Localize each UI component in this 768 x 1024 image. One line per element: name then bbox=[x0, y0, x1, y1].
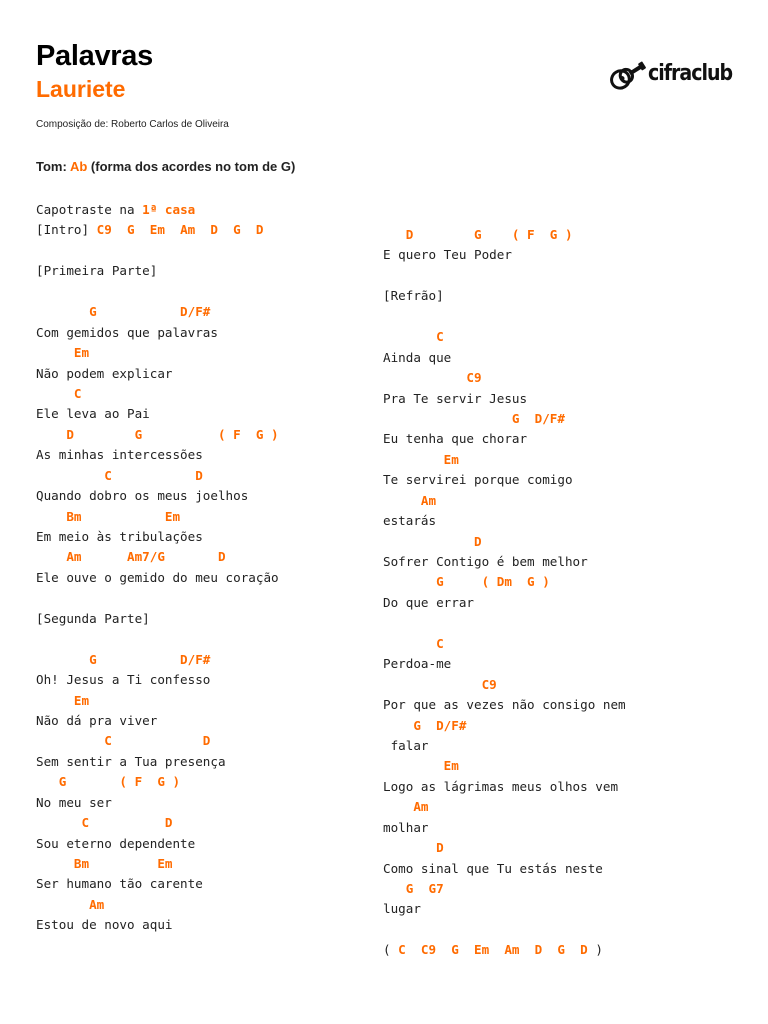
artist-link[interactable]: Lauriete bbox=[36, 76, 126, 102]
chord-line: Am bbox=[383, 492, 437, 508]
lyric-line: Sem sentir a Tua presença bbox=[36, 753, 226, 769]
lyric-line: Oh! Jesus a Ti confesso bbox=[36, 672, 211, 688]
lyric-line bbox=[36, 282, 279, 302]
lyric-line bbox=[36, 588, 279, 608]
tom-line bbox=[36, 159, 295, 174]
lyric-line: Sofrer Contigo é bem melhor bbox=[383, 554, 588, 569]
chord-line: C9 bbox=[383, 370, 482, 386]
lyric-line: Não podem explicar bbox=[36, 365, 173, 381]
chord-line: D bbox=[383, 533, 482, 549]
tom-key[interactable]: Ab bbox=[69, 159, 88, 174]
mixed-line bbox=[36, 200, 279, 220]
song-title: Palavras bbox=[36, 40, 153, 72]
chord-line: C bbox=[383, 329, 444, 345]
chord-line: C9 bbox=[383, 676, 497, 692]
lyric-line: Ser humano tão carente bbox=[36, 876, 203, 892]
mixed-line bbox=[383, 940, 626, 960]
lyric-line: Ele leva ao Pai bbox=[36, 406, 150, 422]
chord-line: G ( Dm G ) bbox=[383, 574, 550, 590]
tom-note: (forma dos acordes no tom de G) bbox=[90, 159, 296, 174]
lyric-line bbox=[36, 241, 279, 261]
chord-line: G D/F# bbox=[36, 304, 211, 320]
chord-line: D G ( F G ) bbox=[383, 227, 573, 242]
lyric-line: Pra Te servir Jesus bbox=[383, 390, 528, 406]
lyric-line bbox=[383, 613, 626, 633]
lyric-line: Eu tenha que chorar bbox=[383, 431, 528, 447]
chord-line: C D bbox=[36, 815, 173, 831]
chord-line: C D bbox=[36, 467, 203, 483]
chord-line: C bbox=[383, 635, 444, 651]
lyric-text: ( bbox=[383, 942, 399, 958]
lyric-line: lugar bbox=[383, 901, 421, 917]
chord-line: Am bbox=[36, 896, 105, 912]
lyric-line: Ainda que bbox=[383, 349, 452, 365]
lyric-line: Não dá pra viver bbox=[36, 712, 158, 728]
lyric-line bbox=[36, 629, 279, 649]
lyric-line: Como sinal que Tu estás neste bbox=[383, 860, 603, 876]
lyric-line: Perdoa-me bbox=[383, 656, 452, 672]
lyric-line bbox=[383, 920, 626, 940]
lyric-line: Estou de novo aqui bbox=[36, 917, 173, 933]
lyric-text: ) bbox=[587, 942, 603, 958]
chord-line: G G7 bbox=[383, 881, 444, 896]
chord-line: Em bbox=[383, 451, 459, 467]
chord-text[interactable]: C9 G Em Am D G D bbox=[96, 222, 264, 238]
lyric-line: [Refrão] bbox=[383, 288, 444, 304]
tom-label: Tom: bbox=[36, 159, 67, 174]
lyric-line: molhar bbox=[383, 819, 429, 835]
lyric-line: [Primeira Parte] bbox=[36, 263, 158, 279]
chord-line: D bbox=[383, 840, 444, 856]
lyric-text: [Intro] bbox=[36, 222, 97, 238]
lyric-line: Quando dobro os meus joelhos bbox=[36, 488, 249, 504]
lyric-line: estarás bbox=[383, 513, 437, 529]
chord-line: Bm Em bbox=[36, 508, 181, 524]
lyric-line bbox=[383, 266, 626, 286]
chord-line: Em bbox=[383, 758, 459, 774]
lyric-line: Ele ouve o gemido do meu coração bbox=[36, 569, 279, 585]
chord-line: D G ( F G ) bbox=[36, 426, 279, 442]
chord-line: C D bbox=[36, 733, 211, 749]
lyric-line: E quero Teu Poder bbox=[383, 247, 512, 263]
lyric-line: Do que errar bbox=[383, 594, 474, 610]
chord-line: Bm Em bbox=[36, 856, 173, 871]
chord-line: G D/F# bbox=[383, 717, 467, 733]
mixed-line bbox=[36, 220, 279, 240]
lyric-line: [Segunda Parte] bbox=[36, 610, 150, 626]
lyric-line: Te servirei porque comigo bbox=[383, 472, 573, 488]
guitar-icon bbox=[607, 56, 647, 90]
chord-line: G ( F G ) bbox=[36, 774, 181, 790]
chord-text[interactable]: 1ª casa bbox=[142, 202, 196, 217]
lyric-line bbox=[383, 307, 626, 327]
chord-line: Em bbox=[36, 692, 90, 708]
lyric-line: Com gemidos que palavras bbox=[36, 324, 218, 340]
chord-line: Am bbox=[383, 799, 429, 815]
chord-text[interactable]: C C9 G Em Am D G D bbox=[398, 942, 588, 958]
lyric-line: falar bbox=[383, 737, 429, 753]
chord-line: G D/F# bbox=[36, 651, 211, 667]
composer-credit: Composição de: Roberto Carlos de Oliveira bbox=[36, 119, 229, 130]
chord-line: G D/F# bbox=[383, 410, 565, 426]
lyric-line: As minhas intercessões bbox=[36, 447, 203, 463]
right-column bbox=[383, 225, 626, 961]
lyric-text: Capotraste na bbox=[36, 202, 143, 217]
cifraclub-logo[interactable] bbox=[607, 56, 732, 90]
lyric-line: Sou eterno dependente bbox=[36, 835, 196, 851]
left-column bbox=[36, 200, 279, 936]
lyric-line: Em meio às tribulações bbox=[36, 529, 203, 544]
lyric-line: No meu ser bbox=[36, 794, 112, 810]
chord-line: C bbox=[36, 385, 82, 401]
lyric-line: Por que as vezes não consigo nem bbox=[383, 697, 626, 713]
chord-line: Am Am7/G D bbox=[36, 549, 226, 565]
lyric-line: Logo as lágrimas meus olhos vem bbox=[383, 778, 619, 794]
chord-line: Em bbox=[36, 345, 90, 361]
logo-text: cifraclub bbox=[648, 60, 733, 86]
